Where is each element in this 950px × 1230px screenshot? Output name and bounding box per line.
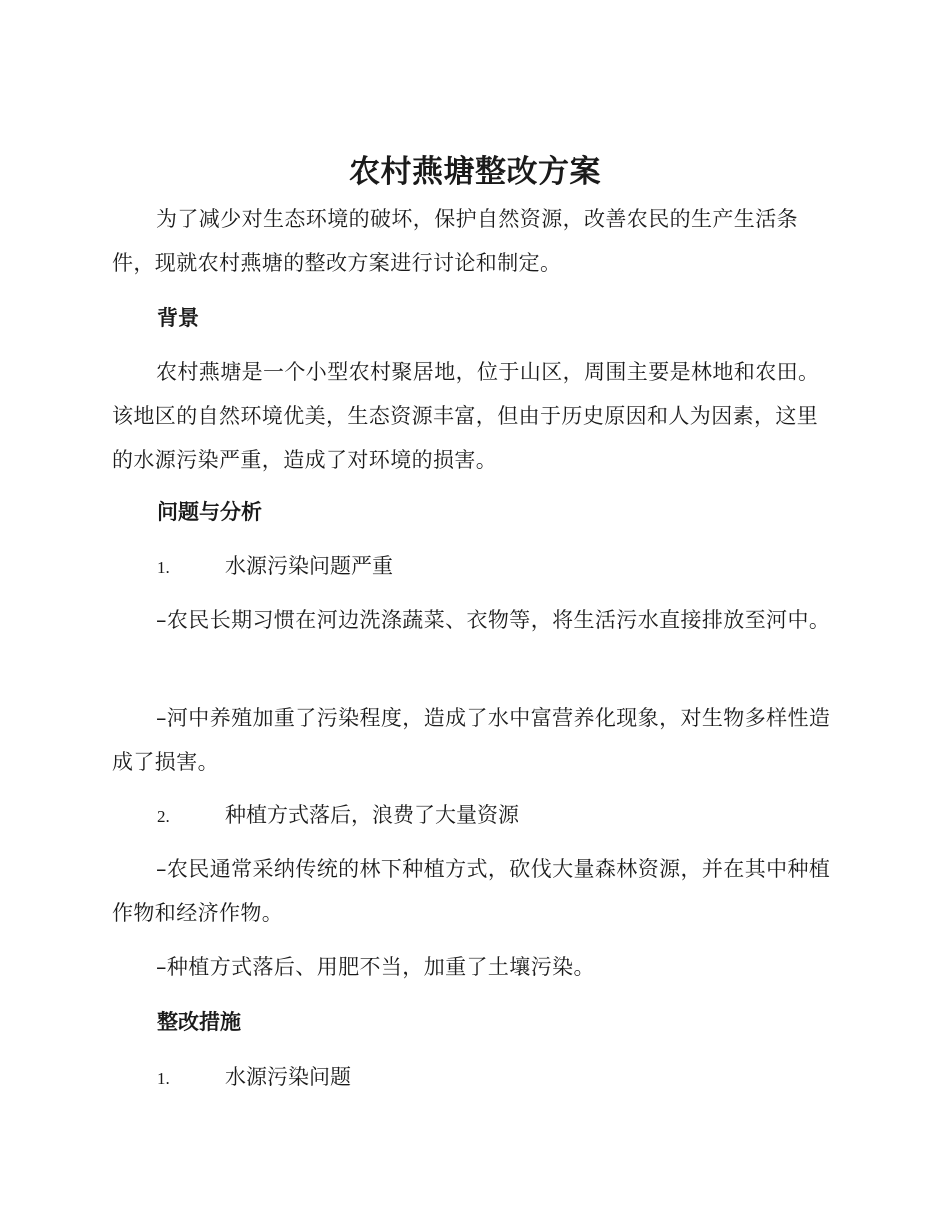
- intro-paragraph: 为了减少对生态环境的破坏，保护自然资源，改善农民的生产生活条件，现就农村燕塘的整改方案进行讨论和制定。: [112, 207, 798, 275]
- list-item-label: 水源污染问题: [225, 1065, 351, 1089]
- bullet-paragraph: –农民长期习惯在河边洗涤蔬菜、衣物等，将生活污水直接排放至河中。: [156, 608, 831, 632]
- document-title: 农村燕塘整改方案: [349, 154, 601, 190]
- section-heading-background: 背景: [157, 306, 199, 330]
- bullet-paragraph: –河中养殖加重了污染程度，造成了水中富营养化现象，对生物多样性造成了损害。: [112, 706, 831, 774]
- list-item-label: 种植方式落后，浪费了大量资源: [225, 803, 519, 827]
- list-number: 2.: [157, 807, 170, 826]
- problem-item-2: [157, 793, 519, 839]
- problem-item-1: [157, 544, 393, 590]
- measure-item-1: [157, 1055, 351, 1101]
- section-heading-measures: 整改措施: [157, 1010, 241, 1034]
- section-heading-problems: 问题与分析: [157, 500, 262, 524]
- list-number: 1.: [157, 558, 170, 577]
- bullet-paragraph: –种植方式落后、用肥不当，加重了土壤污染。: [156, 955, 595, 979]
- bullet-paragraph: –农民通常采纳传统的林下种植方式，砍伐大量森林资源，并在其中种植作物和经济作物。: [112, 857, 831, 925]
- background-paragraph: 农村燕塘是一个小型农村聚居地，位于山区，周围主要是林地和农田。该地区的自然环境优美，生态资源丰富，但由于历史原因和人为因素，这里的水源污染严重，造成了对环境的损害。: [112, 360, 820, 472]
- list-number: 1.: [157, 1069, 170, 1088]
- list-item-label: 水源污染问题严重: [225, 554, 393, 578]
